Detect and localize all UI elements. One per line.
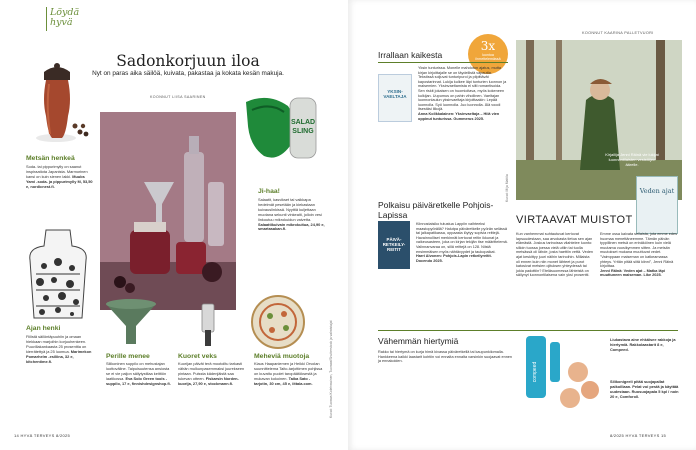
book-3-heading: VIRTAAVAT MUISTOT [516,214,633,226]
product-5-text: Klaus Haapaniemen ja Heikki Orvolan suunnittelema Taito-tarjottimen pohjissa on kuvattu puolet taropäätöksestä ja mukavan kokoinen. [254,361,323,381]
right-footer: 8/2025 HYVÄ TERVEYS 15 [610,433,667,438]
product-4-text: Kuorijan päivät terä mootoiltu tarkasti vähän mulkunpasemmaksi juurekseen pintaan. Pulssta kädenjäistä saa tukevan otteen. [178,361,245,381]
product-6-heading: Ji-haa! [258,188,280,195]
book-3-cover [636,176,678,234]
photo-caption: Kirjailija Jenni Räinä vie lukijat luonnontilaisten vesistöjen äärelle. [605,152,659,167]
book-2-body [416,222,508,263]
tag-line-2: hyvä [50,17,73,28]
left-photo-credit: Kuvat: Tuomas Kolehmainen, Tuomas/Shutterstock ja valmistajat [329,320,333,418]
product-2-text: Fiilistä säilöntäpuuhiin ja omaan hiekkaan marjoihin korjuuhenkeen. Puuvillakankaasta 25 prosenttia on kierrätettyä ja 25 luomua. [26,334,87,354]
page-title: Sadonkorjuun iloa [116,52,260,70]
ad-side-2-text: Silikonigeeli pitää suojapallat paikoillaan. Pelat voi pestä ja käyttää uudestaan. Ruosuojapala 5 kpl / noin 20 e, Comforoll. [610,379,679,399]
product-4-price: Fiskarsin Norden-kuorija, 27,90 e, stockmann.fi. [178,375,239,386]
book-1-cover [378,74,412,122]
tag-line [46,7,47,31]
product-1-text: Soda- tai pippurimylly on saanut inspiraatiota Japanista. Marmorinen kansi on kuin sienen lakki. [26,164,88,179]
subtitle: Nyt on paras aika säilöä, kuivata, pakastaa ja kokata kesän makuja. [92,70,284,77]
product-5-body [254,362,324,387]
book-3-cover-text: Veden ajat [639,187,675,195]
book-1-heading: Irrallaan kaikesta [378,50,443,60]
badge-text: luontoa ihmettelemässä [475,53,501,61]
ad-heading: Vähemmän hiertymiä [378,336,459,346]
book-2-cover [378,221,410,269]
product-3-body [106,362,172,387]
sling-label-1: SALAD [290,119,316,126]
product-6-body [258,198,326,232]
ad-body: Rakko tai hiertymä on kurja himä kivassa päiväretkellä tai kaupunkilomalla. Hankkeena kaikki laastarit kohtiin voi ennalta ennalta varsinkin suojaavat ennen ja ennakoiden. [378,350,513,364]
product-2-body [26,335,94,364]
product-2-price: Marimekon Pomarhelm -esiliina, 32 e, kitchentime.fi. [26,348,92,364]
ad-products-image [520,330,604,420]
pepper-mill-image [26,56,90,146]
book-1-cover-text: YKSIN-VAELTAJA [383,89,407,99]
right-page [348,0,696,450]
product-1-body [26,165,94,190]
book-1-text: Yksin tunturissa. Monelle mahdoton ajatus, mutta kirjan kirjoittajalle se on täydellistä vapautta. Tekstissä soljuvat tunturipuroi ja pilpittävät kapostarinnat. Lukija kulkee läpi tunturien luonnon ja maisemien. Yksinvaeltamista ei silti romantisoida. Sen riskit jokaisen on huomioitava, myös kokeneen kulkijan. Uupumus on pahin vihollinen. Vaeltajan luonnonlaulun yksinvaeltaja kirjoittaakin: Lepää luonnolla. Syö luonnolla. Juo luonnolla. Älä voodi itsestäsi liikojä. [418,66,507,112]
product-6-price: Salaattikuivain mikrokuitua, 24,90 e, smartasakan.fi. [258,221,325,232]
book-3-cite: Jenni Räinä: Veden ajat – Matka läpi muuttuneen maiseman. Like 2025. [600,268,665,278]
product-5-heading: Meheviä muotoja [254,353,310,360]
product-1-price: Muubs Yami -soda- ja pippurimylly M, 53,50 e, nordicnest.fi. [26,173,93,189]
product-6-text: Salaatit, kasvikset tai vaikkapa hedelmät pesetään ja kiekastaan kuivauslinkissä. Nyyttiä kuljettaan muotana sekunti vinkeaiti, jolloin vesi linkoutuu mikrokuidun vaivetta. [258,197,322,222]
product-2-heading: Ajan henki [26,325,61,332]
product-3-text: Silikoninen suppilo on mehustajan luottoväline. Taipuisuutensa ansiosta se ei vie paljon säilytystilaa keittiön laatikossa. [106,361,170,381]
book-3-text: Kun vanhemmat suhtautuvat kertovat lapsuudestaan, saa arvokasta tietoa sen ajan elämästä. Joskus tarinoissa vilahtelee luonto: silloin tuossa joessa vielä uitiin tai tuolla metsässä oli lähde, josta haettiin vettä. Veden ajat keskittyy juuri näihin tarinoihin. Millaista oli ennen kuin niin monet lähteet ja purot katosivat metsien ojituksen yhteydessä tai jokia padottiin? Eteläsuomessa lähteistä on säilynyt luonnontilaisena vain yksi prosentti. Emme ossa kaivata sellaista, jota emme edes huomaa menettäneemme. Tämän päivän tyypillinen metsä on erinäköinen kuin vielä muutama vuosikymmen sitten. Ja metsän muutokset mukana muuttuvat vedet. "Vaimppaan maiseman on katkeamassa yhteys. Yritän pitää siitä kiinni", Jenni Räinä kirjoittaa. [516,232,678,278]
product-4-body [178,362,248,387]
pkg-label: compeed [532,361,538,383]
book-2-cite: Harri Alvonen: Pohjois-Lapin retkeilyreitit. Docendo 2025. [416,254,492,263]
right-credit: KOONNUT KAARINA PALLETVUORI [582,31,654,35]
credit: KOONNUT LIISA SAARINEN [150,95,206,99]
book-2-text: Kiinnostaisiko tutustua Lappiin vaihteeksi maastopyörällä? Halutpa päiväretkelle pyörän selässä tai jalkapatikassa, oppaasta löytyy sopivia reittejä. Havainnolliset merkinnät kertovat reitin ikkunat ja vaikeusasteen, joka on kirjan tekijän itse määrittelemä. Valinnanvaraa on, sillä reittejä on 128. Niistä ensimmäisen myös nähtävyydet ja taukopaikat. [416,222,508,254]
ad-side-1-text: Liukastava aine ehkäisee rakkoja ja hiertymiä. Rakkolaastarit 8 e, Compeed. [610,337,676,352]
book-1-cite: Anna Kolikkalainen: Yksinvaeltaja – Hiiä vien oppinut tunturissa. Gummerus 2025. [418,111,500,121]
ad-side-2 [610,380,680,400]
tag-line-1: Löydä [50,7,80,18]
section-tag [50,8,79,28]
book-1-rule [378,62,508,63]
product-5-price: Taika Sato -tarjotin, 30 cm, 45 e, iittala.com. [254,375,313,386]
peeler-image [178,300,238,348]
funnel-image [102,292,160,350]
left-footer: 14 HYVÄ TERVEYS 8/2025 [14,433,71,438]
product-3-heading: Perille menee [106,353,150,360]
salad-sling-image [238,86,332,180]
product-1-heading: Metsän henkeä [26,155,75,162]
ad-side-1 [610,338,680,353]
tray-image [250,294,306,350]
apron-image [24,226,92,320]
book-1-body [418,66,508,121]
right-photo-credit: Kuvat: Mija Mattila [505,174,509,202]
book-2-heading: Polkaisu päiväretkelle Pohjois-Lapissa [378,200,494,220]
book-3-body [516,232,678,278]
book-2-cover-text: PÄIVÄ-RETKEILY-REITIT [382,237,406,252]
canning-photo [100,112,236,310]
badge-count: 3x [480,39,496,53]
product-4-heading: Kuoret veks [178,353,217,360]
product-3-price: Eva Solo Green tools -suppilo, 17 e, finnishdesignshop.fi. [106,375,171,386]
sling-label-2: SLING [292,128,314,135]
